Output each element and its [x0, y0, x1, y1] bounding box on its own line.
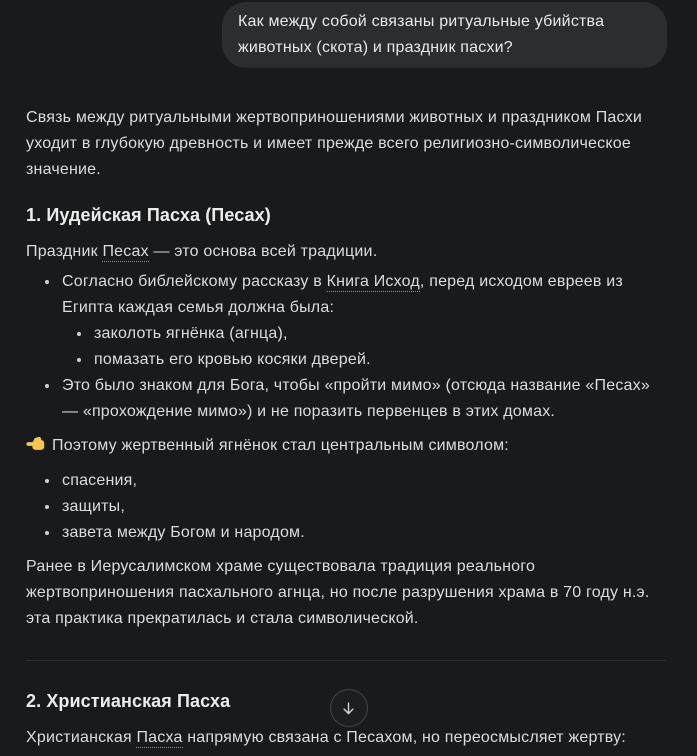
pointing-hand-emoji-icon [26, 434, 45, 462]
lead-text-suffix: напрямую связана с Песахом, но переосмысляет жертву: [182, 729, 626, 746]
list-item: • Это было знаком для Бога, чтобы «пройти мимо» (отсюда название «Песах» — «прохождение мимо») и не поразить первенцев в этих домах. [60, 373, 666, 425]
book-of-exodus-link[interactable]: Книга Исход [326, 273, 420, 290]
list-item: • помазать его кровью косяки дверей. [92, 347, 666, 373]
section-2-heading: 2. Христианская Пасха [26, 691, 231, 711]
exodus-list [26, 269, 666, 425]
lead-text-suffix: — это основа всей традиции. [148, 243, 378, 260]
list-item [60, 269, 666, 373]
section-1-lead [26, 239, 666, 265]
section-2-lead [26, 725, 666, 751]
item-text-suffix: , перед исходом евреев из Египта каждая семья должна была: [62, 273, 623, 316]
list-item: • защиты, [60, 494, 666, 520]
arrow-down-icon [340, 700, 357, 717]
lead-text-prefix: Христианская [26, 729, 137, 746]
section-1-heading: 1. Иудейская Пасха (Песах) [26, 205, 271, 225]
intro-paragraph: Связь между ритуальными жертвоприношениями животных и праздником Пасхи уходит в глубокую древность и имеет прежде всего религиозно-символическое значение. [26, 109, 643, 178]
scroll-to-bottom-button[interactable] [330, 689, 368, 727]
list-item: • спасения, [60, 468, 666, 494]
symbols-list [26, 468, 666, 546]
list-item: • заколоть ягнёнка (агнца), [92, 321, 666, 347]
user-message-bubble: Как между собой связаны ритуальные убийства животных (скота) и праздник пасхи? [222, 2, 667, 68]
item-text-prefix: Согласно библейскому рассказу в [62, 273, 327, 290]
pointer-paragraph [26, 433, 666, 462]
lead-text-prefix: Праздник [26, 243, 103, 260]
pointer-text: Поэтому жертвенный ягнёнок стал центральным символом: [52, 437, 509, 454]
user-message-row [0, 0, 697, 68]
section-divider [26, 660, 666, 661]
easter-term-link[interactable]: Пасха [136, 729, 183, 746]
temple-note-paragraph: Ранее в Иерусалимском храме существовала традиция реального жертвоприношения пасхального агнца, но после разрушения храма в 70 году н.э. эта практика прекратилась и стала символической. [26, 558, 650, 627]
pesach-term-link[interactable]: Песах [102, 243, 149, 260]
list-item: • завета между Богом и народом. [60, 520, 666, 546]
assistant-message [0, 68, 697, 751]
family-duties-sublist [62, 321, 666, 373]
